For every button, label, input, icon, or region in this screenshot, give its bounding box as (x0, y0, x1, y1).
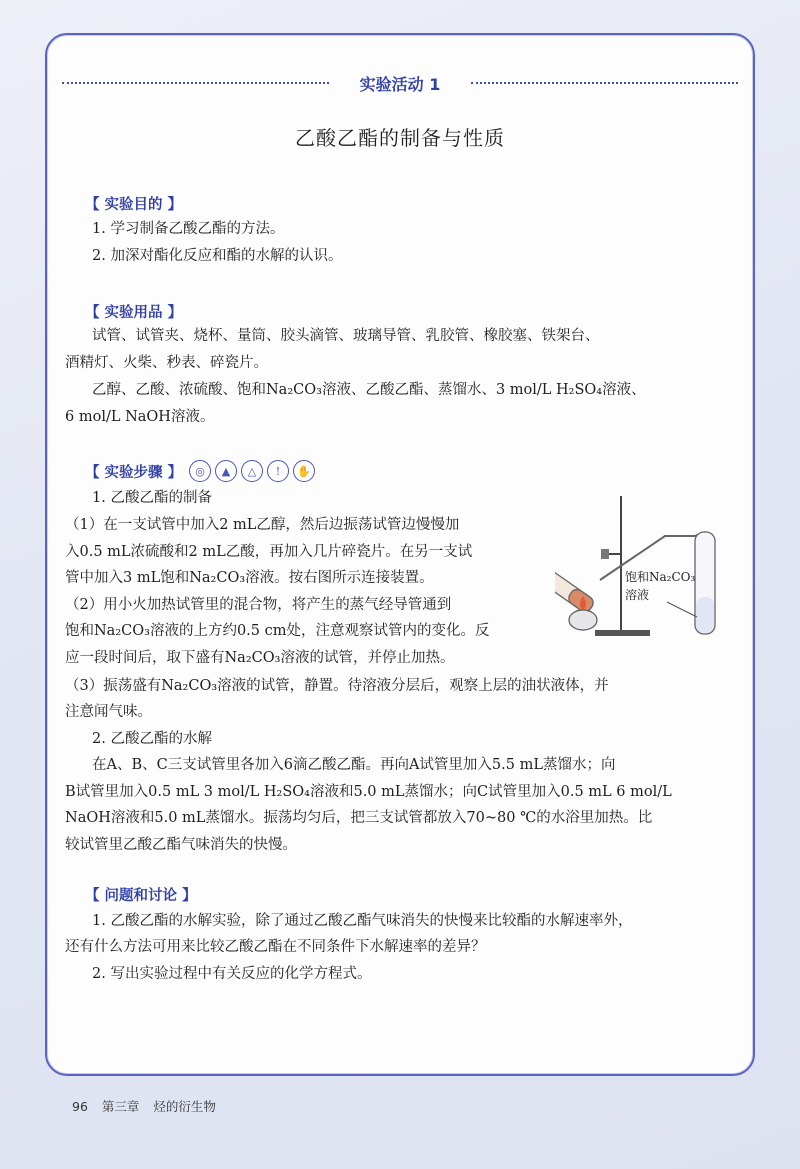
materials-line: 6 mol/L NaOH溶液。 (65, 409, 215, 425)
question-line: 1. 乙酸乙酯的水解实验，除了通过乙酸乙酯气味消失的快慢来比较酯的水解速率外， (92, 913, 633, 929)
section-purpose: 【 实验目的 】 (85, 197, 183, 213)
goggles-icon: ◎ (189, 460, 211, 482)
corrosive-warning-icon: △ (241, 460, 263, 482)
apparatus-label: 溶液 (625, 588, 650, 602)
step-heading: 2. 乙酸乙酯的水解 (92, 731, 212, 747)
banner-dots-right (471, 82, 738, 84)
chapter-title: 烃的衍生物 (153, 1099, 216, 1114)
step-line: （3）振荡盛有Na₂CO₃溶液的试管，静置。待溶液分层后，观察上层的油状液体，并 (65, 678, 609, 694)
step-line: 管中加入3 mL饱和Na₂CO₃溶液。按右图所示连接装置。 (65, 570, 434, 586)
page-number: 96 (72, 1099, 88, 1114)
section-materials: 【 实验用品 】 (85, 305, 183, 321)
materials-line: 酒精灯、火柴、秒表、碎瓷片。 (65, 355, 268, 371)
apparatus-label: 饱和Na₂CO₃ (625, 570, 696, 584)
purpose-item: 1. 学习制备乙酸乙酯的方法。 (92, 221, 285, 237)
flame-warning-icon: ▲ (215, 460, 237, 482)
step-line: B试管里加入0.5 mL 3 mol/L H₂SO₄溶液和5.0 mL蒸馏水；向C试管里加入0.5 mL 6 mol/L (65, 784, 672, 800)
section-steps: 【 实验步骤 】 (85, 465, 183, 481)
step-line: （1）在一支试管中加入2 mL乙醇，然后边振荡试管边慢慢加 (65, 517, 460, 533)
section-questions: 【 问题和讨论 】 (85, 888, 197, 904)
materials-line: 乙醇、乙酸、浓硫酸、饱和Na₂CO₃溶液、乙酸乙酯、蒸馏水、3 mol/L H₂SO₄溶液、 (92, 382, 646, 398)
wash-hands-icon: ✋ (293, 460, 315, 482)
page-title: 乙酸乙酯的制备与性质 (295, 126, 505, 150)
step-line: 较试管里乙酸乙酯气味消失的快慢。 (65, 837, 297, 853)
step-line: NaOH溶液和5.0 mL蒸馏水。振荡均匀后，把三支试管都放入70~80 ℃的水浴里加热。比 (65, 810, 653, 826)
step-line: （2）用小火加热试管里的混合物，将产生的蒸气经导管通到 (65, 597, 452, 613)
purpose-item: 2. 加深对酯化反应和酯的水解的认识。 (92, 248, 343, 264)
chapter-label: 第三章 (101, 1099, 140, 1114)
question-line: 2. 写出实验过程中有关反应的化学方程式。 (92, 966, 372, 982)
page-footer (72, 1097, 226, 1115)
materials-line: 试管、试管夹、烧杯、量筒、胶头滴管、玻璃导管、乳胶管、橡胶塞、铁架台、 (92, 328, 600, 344)
step-line: 入0.5 mL浓硫酸和2 mL乙酸，再加入几片碎瓷片。在另一支试 (65, 544, 473, 560)
banner-title: 实验活动 1 (359, 75, 441, 94)
apparatus-diagram (555, 492, 745, 646)
question-line: 还有什么方法可用来比较乙酸乙酯在不同条件下水解速率的差异？ (65, 939, 486, 955)
activity-banner (62, 72, 738, 96)
apparatus-drawing (555, 492, 745, 642)
safety-icons (189, 460, 315, 482)
step-line: 饱和Na₂CO₃溶液的上方约0.5 cm处，注意观察试管内的变化。反 (65, 623, 490, 639)
irritant-warning-icon: ! (267, 460, 289, 482)
step-line: 应一段时间后，取下盛有Na₂CO₃溶液的试管，并停止加热。 (65, 650, 455, 666)
step-heading: 1. 乙酸乙酯的制备 (92, 490, 212, 506)
step-line: 注意闻气味。 (65, 704, 152, 720)
step-line: 在A、B、C三支试管里各加入6滴乙酸乙酯。再向A试管里加入5.5 mL蒸馏水；向 (92, 757, 616, 773)
